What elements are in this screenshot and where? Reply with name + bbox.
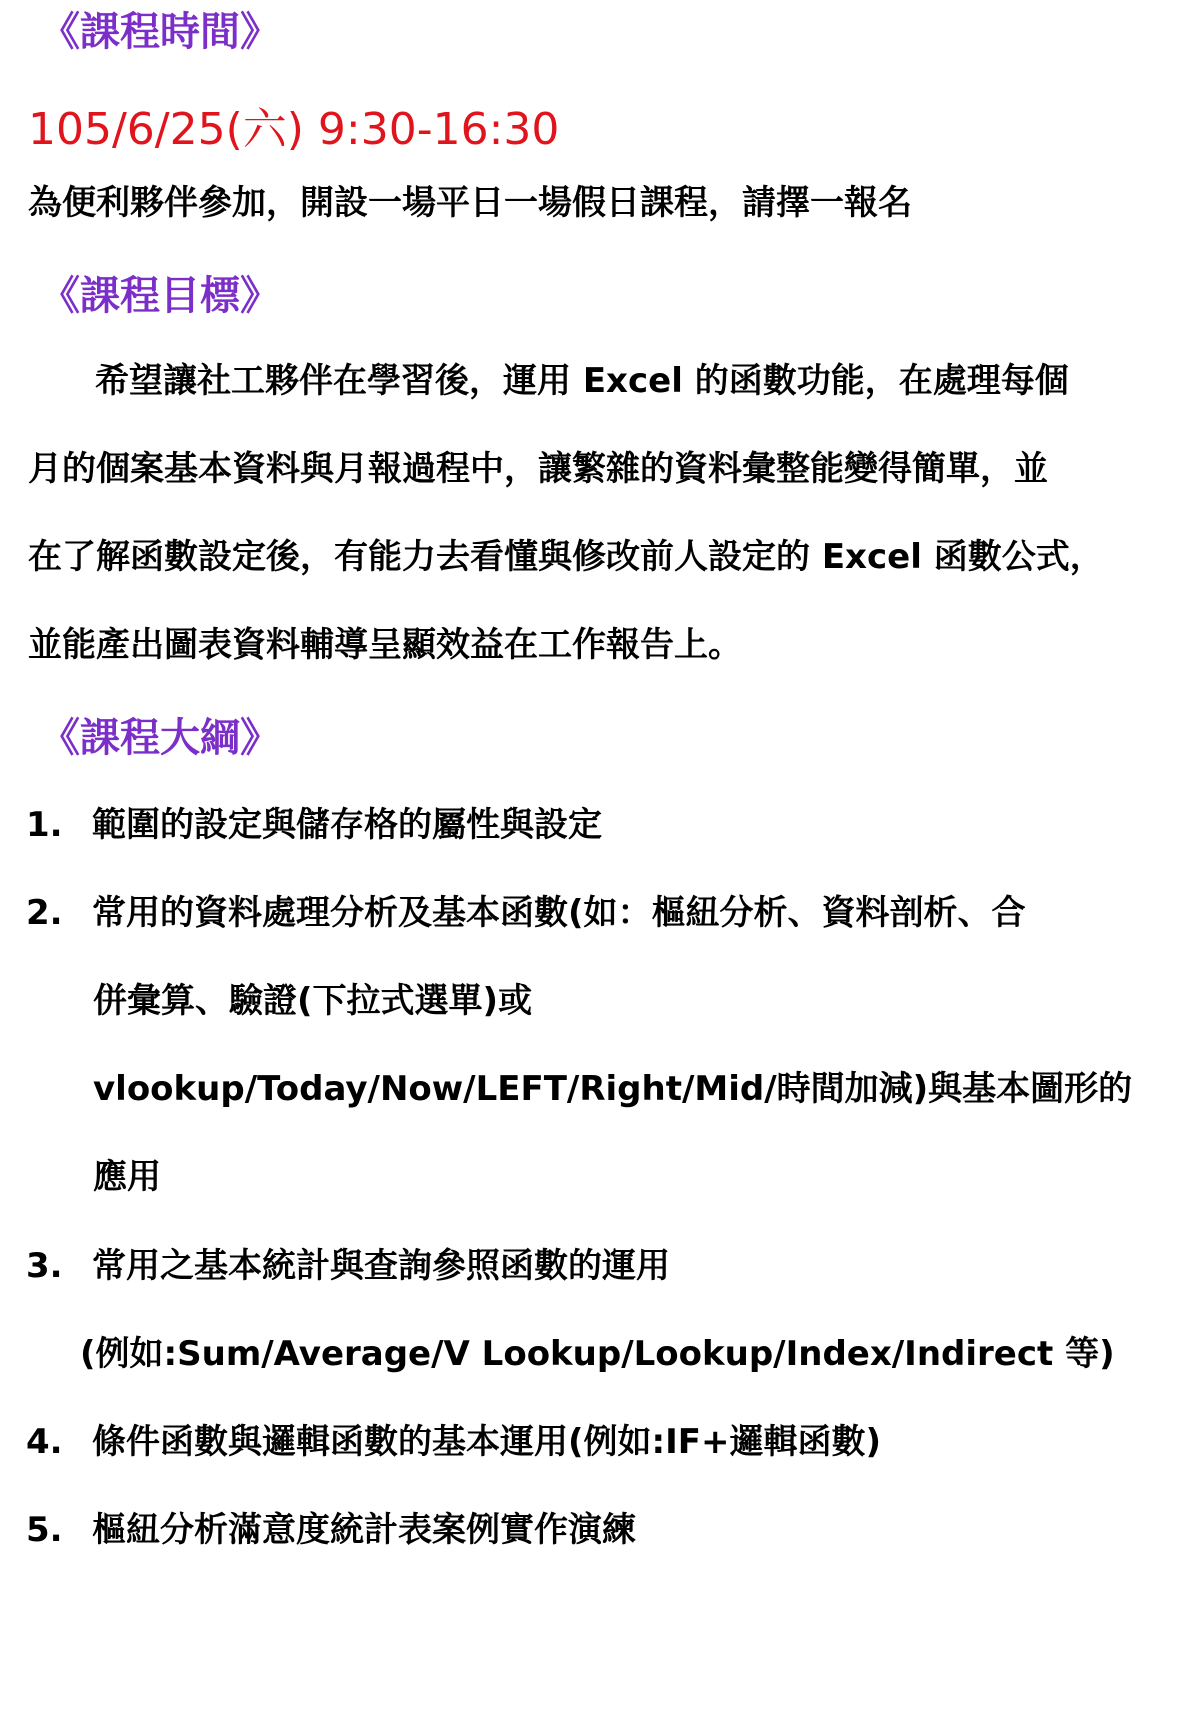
- objective-line-4: 並能產出圖表資料輔導呈顯效益在工作報告上。: [28, 625, 742, 665]
- objective-heading: 《課程目標》: [40, 273, 280, 319]
- outline-item-text: 樞紐分析滿意度統計表案例實作演練: [92, 1510, 636, 1550]
- outline-item-2: [26, 893, 1026, 933]
- outline-item-1: [26, 805, 602, 845]
- schedule-note: 為便利夥伴參加，開設一場平日一場假日課程，請擇一報名: [28, 183, 912, 223]
- course-date: 105/6/25(六) 9:30-16:30: [28, 104, 560, 155]
- outline-item-2-line-4: 應用: [93, 1157, 161, 1197]
- outline-item-number: 2.: [26, 893, 63, 933]
- outline-item-text: 常用的資料處理分析及基本函數(如：樞紐分析、資料剖析、合: [92, 893, 1026, 933]
- outline-item-3: [26, 1246, 670, 1286]
- outline-item-4: [26, 1422, 882, 1462]
- outline-item-number: 1.: [26, 805, 63, 845]
- outline-item-text: 常用之基本統計與查詢參照函數的運用: [92, 1246, 670, 1286]
- outline-heading: 《課程大綱》: [40, 715, 280, 761]
- outline-item-number: 3.: [26, 1246, 63, 1286]
- objective-line-3: 在了解函數設定後，有能力去看懂與修改前人設定的 Excel 函數公式，: [28, 537, 1104, 577]
- outline-item-2-line-3: vlookup/Today/Now/LEFT/Right/Mid/時間加減)與基本圖形的: [93, 1069, 1133, 1109]
- outline-item-3-line-2: (例如:Sum/Average/V Lookup/Lookup/Index/Indirect 等): [80, 1334, 1115, 1374]
- outline-item-number: 4.: [26, 1422, 63, 1462]
- outline-item-2-line-2: 併彙算、驗證(下拉式選單)或: [93, 981, 533, 1021]
- schedule-heading: 《課程時間》: [40, 9, 280, 55]
- outline-item-text: 範圍的設定與儲存格的屬性與設定: [92, 805, 602, 845]
- outline-item-text: 條件函數與邏輯函數的基本運用(例如:IF+邏輯函數): [92, 1422, 882, 1462]
- objective-line-1: 希望讓社工夥伴在學習後，運用 Excel 的函數功能，在處理每個: [95, 361, 1069, 401]
- outline-item-5: [26, 1510, 636, 1550]
- objective-line-2: 月的個案基本資料與月報過程中，讓繁雜的資料彙整能變得簡單，並: [28, 449, 1048, 489]
- outline-item-number: 5.: [26, 1510, 63, 1550]
